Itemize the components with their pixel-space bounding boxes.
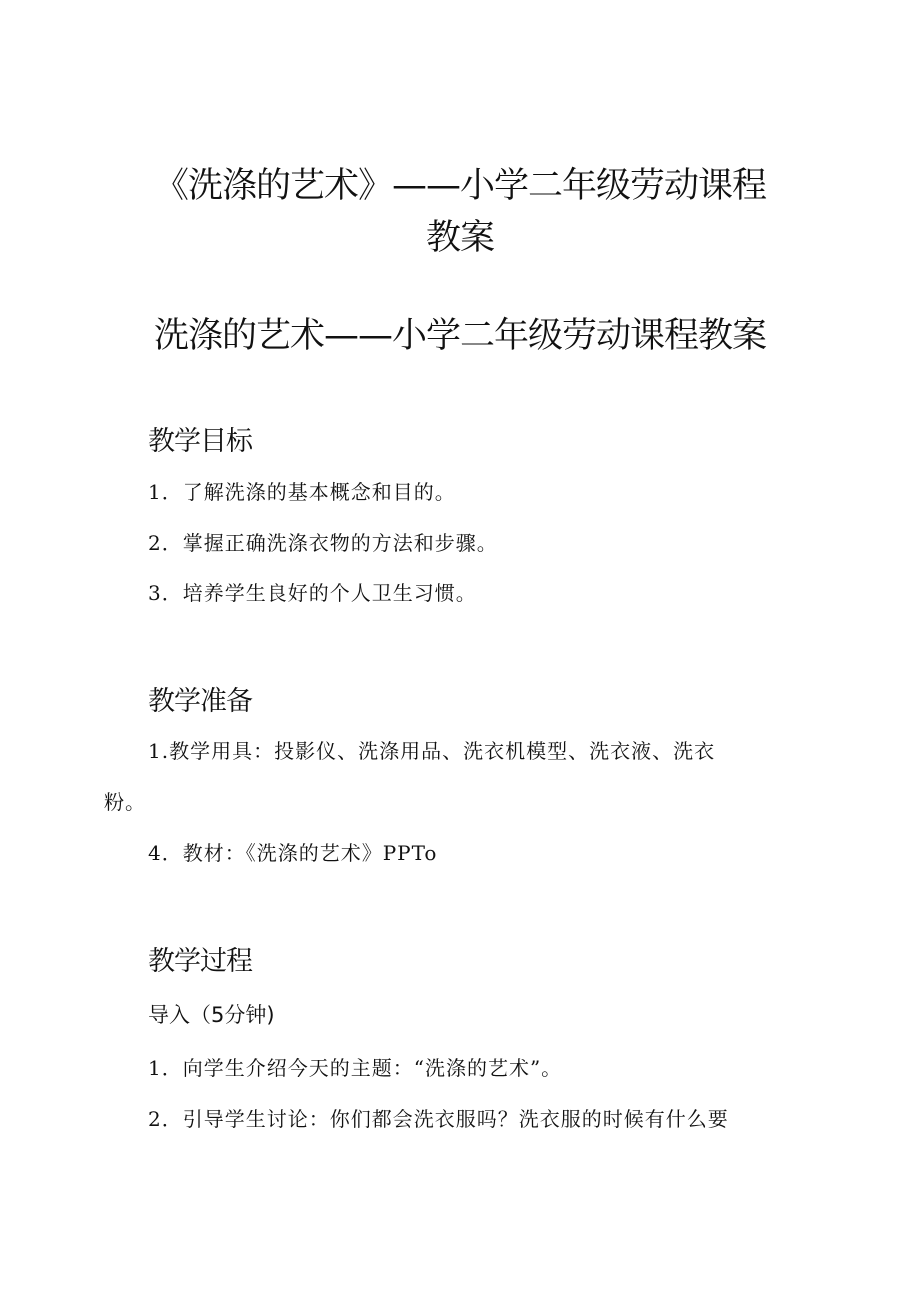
preparation-item-1-line-2: 粉。 bbox=[104, 790, 146, 814]
document-title-line-2: 教案 bbox=[425, 218, 494, 258]
preparation-item-2: 4．教材：《洗涤的艺术》PPTo bbox=[148, 841, 438, 865]
goal-item-1: 1．了解洗涤的基本概念和目的。 bbox=[148, 480, 456, 504]
process-item-2: 2．引导学生讨论：你们都会洗衣服吗？洗衣服的时候有什么要 bbox=[148, 1107, 729, 1131]
document-subtitle: 洗涤的艺术——小学二年级劳动课程教案 bbox=[153, 316, 766, 356]
document-title-line-1: 《洗涤的艺术》——小学二年级劳动课程 bbox=[153, 166, 766, 206]
preparation-item-1-line-1: 1.教学用具：投影仪、洗涤用品、洗衣机模型、洗衣液、洗衣 bbox=[148, 739, 716, 763]
section-heading-process: 教学过程 bbox=[148, 946, 252, 977]
goal-item-3: 3．培养学生良好的个人卫生习惯。 bbox=[148, 581, 477, 605]
intro-subheading: 导入（5分钟) bbox=[148, 1003, 275, 1027]
section-heading-preparation: 教学准备 bbox=[148, 686, 252, 717]
goal-item-2: 2．掌握正确洗涤衣物的方法和步骤。 bbox=[148, 531, 498, 555]
process-item-1: 1．向学生介绍今天的主题：“洗涤的艺术”。 bbox=[148, 1056, 563, 1080]
section-heading-goals: 教学目标 bbox=[148, 426, 252, 457]
